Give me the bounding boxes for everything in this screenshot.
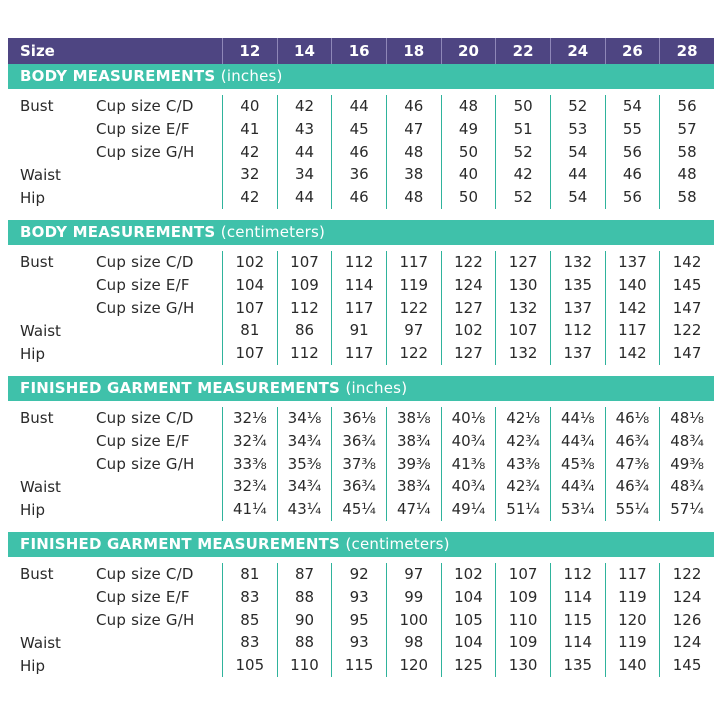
measurement-value: 55: [605, 118, 660, 141]
measurement-value: 44⅛: [550, 407, 605, 430]
measurement-value: 137: [550, 342, 605, 365]
measurement-value: 100: [386, 609, 441, 632]
measurement-value: 42¾: [495, 475, 550, 498]
measurement-value: 90: [277, 609, 332, 632]
measurement-value: 97: [386, 563, 441, 586]
measurement-value: 37⅜: [331, 453, 386, 476]
section-title: FINISHED GARMENT MEASUREMENTS: [20, 378, 341, 397]
measurement-value: 42¾: [495, 430, 550, 453]
measurement-value: 107: [277, 251, 332, 274]
measurement-value: 112: [277, 297, 332, 320]
measurement-value: 105: [222, 654, 277, 677]
measurement-value: 140: [605, 654, 660, 677]
measurement-value: 99: [386, 586, 441, 609]
measurement-value: 104: [441, 586, 496, 609]
measurement-value: 122: [659, 563, 714, 586]
measurement-value: 126: [659, 609, 714, 632]
measurement-value: 41⅜: [441, 453, 496, 476]
measurement-value: 48: [659, 163, 714, 186]
measurement-value: 147: [659, 342, 714, 365]
measurement-value: 45¼: [331, 498, 386, 521]
measurement-value: 46⅛: [605, 407, 660, 430]
measurement-value: 110: [277, 654, 332, 677]
measurement-value: 32: [222, 163, 277, 186]
measurement-value: 50: [495, 95, 550, 118]
measurement-value: 117: [605, 319, 660, 342]
measurement-value: 58: [659, 186, 714, 209]
section-rows: [8, 557, 714, 677]
measurement-value: 109: [495, 586, 550, 609]
measurement-value: 120: [605, 609, 660, 632]
measurement-value: 40¾: [441, 475, 496, 498]
measurement-value: 58: [659, 141, 714, 164]
measurement-value: 127: [441, 342, 496, 365]
row-subcategory: Cup size C/D: [96, 97, 194, 116]
measurement-value: 52: [495, 186, 550, 209]
row-category: Hip: [20, 656, 45, 675]
measurement-value: 102: [441, 563, 496, 586]
measurement-value: 38⅛: [386, 407, 441, 430]
measurement-value: 102: [222, 251, 277, 274]
row-category: Bust: [20, 253, 54, 272]
measurement-value: 114: [331, 274, 386, 297]
measurement-value: 119: [386, 274, 441, 297]
measurement-value: 120: [386, 654, 441, 677]
size-header-cell: 12: [222, 38, 277, 64]
measurement-value: 93: [331, 586, 386, 609]
measurement-value: 35⅜: [277, 453, 332, 476]
row-subcategory: Cup size G/H: [96, 142, 195, 161]
measurement-row: [8, 251, 714, 274]
measurement-value: 122: [386, 297, 441, 320]
measurement-value: 53: [550, 118, 605, 141]
measurement-value: 47: [386, 118, 441, 141]
measurement-value: 122: [386, 342, 441, 365]
measurement-value: 46¾: [605, 475, 660, 498]
measurement-value: 40: [222, 95, 277, 118]
measurement-value: 32¾: [222, 475, 277, 498]
measurement-value: 40: [441, 163, 496, 186]
measurement-value: 127: [495, 251, 550, 274]
measurement-value: 135: [550, 654, 605, 677]
measurement-value: 117: [605, 563, 660, 586]
size-header-label: Size: [20, 42, 55, 60]
measurement-value: 56: [605, 186, 660, 209]
row-category: Bust: [20, 409, 54, 428]
measurement-value: 93: [331, 631, 386, 654]
size-header-cell: 20: [441, 38, 496, 64]
measurement-value: 55¼: [605, 498, 660, 521]
row-category: Hip: [20, 500, 45, 519]
measurement-value: 98: [386, 631, 441, 654]
measurement-value: 115: [331, 654, 386, 677]
size-header-cell: 28: [659, 38, 714, 64]
measurement-value: 92: [331, 563, 386, 586]
measurement-value: 53¼: [550, 498, 605, 521]
measurement-value: 83: [222, 631, 277, 654]
measurement-value: 115: [550, 609, 605, 632]
measurement-row: [8, 118, 714, 141]
section-title-bar: [8, 64, 714, 89]
measurement-value: 107: [222, 297, 277, 320]
section-rows: [8, 401, 714, 521]
section-unit: (centimeters): [220, 222, 326, 241]
section-unit: (inches): [220, 67, 283, 85]
measurement-value: 122: [441, 251, 496, 274]
measurement-value: 119: [605, 631, 660, 654]
row-subcategory: Cup size E/F: [96, 432, 190, 451]
measurement-value: 38: [386, 163, 441, 186]
measurement-value: 54: [605, 95, 660, 118]
section-title: FINISHED GARMENT MEASUREMENTS: [20, 534, 341, 553]
measurement-value: 86: [277, 319, 332, 342]
measurement-value: 54: [550, 141, 605, 164]
measurement-value: 33⅜: [222, 453, 277, 476]
section-rows: [8, 89, 714, 209]
measurement-value: 85: [222, 609, 277, 632]
measurement-value: 117: [331, 297, 386, 320]
measurement-value: 48: [386, 141, 441, 164]
measurement-value: 107: [495, 563, 550, 586]
measurement-row: [8, 430, 714, 453]
measurement-value: 46: [386, 95, 441, 118]
measurement-row: [8, 475, 714, 498]
measurement-value: 117: [386, 251, 441, 274]
measurement-section: [8, 532, 714, 677]
measurement-value: 43¼: [277, 498, 332, 521]
measurement-value: 48¾: [659, 430, 714, 453]
measurement-value: 104: [441, 631, 496, 654]
measurement-value: 45⅜: [550, 453, 605, 476]
measurement-value: 50: [441, 141, 496, 164]
measurement-value: 102: [441, 319, 496, 342]
measurement-section: [8, 64, 714, 209]
measurement-value: 36¾: [331, 430, 386, 453]
measurement-value: 81: [222, 319, 277, 342]
measurement-value: 43⅜: [495, 453, 550, 476]
measurement-value: 91: [331, 319, 386, 342]
row-category: Waist: [20, 633, 61, 652]
size-header-row: [8, 38, 714, 64]
measurement-value: 124: [659, 631, 714, 654]
measurement-value: 41: [222, 118, 277, 141]
measurement-value: 47¼: [386, 498, 441, 521]
measurement-value: 56: [605, 141, 660, 164]
measurement-value: 38¾: [386, 475, 441, 498]
row-category: Waist: [20, 165, 61, 184]
measurement-value: 130: [495, 274, 550, 297]
measurement-value: 105: [441, 609, 496, 632]
section-title: BODY MEASUREMENTS: [20, 222, 216, 241]
measurement-value: 51: [495, 118, 550, 141]
measurement-value: 125: [441, 654, 496, 677]
measurement-value: 109: [277, 274, 332, 297]
measurement-value: 34¾: [277, 430, 332, 453]
measurement-value: 137: [605, 251, 660, 274]
section-title: BODY MEASUREMENTS: [20, 67, 216, 85]
measurement-value: 44¾: [550, 475, 605, 498]
measurement-value: 45: [331, 118, 386, 141]
section-rows: [8, 245, 714, 365]
row-subcategory: Cup size C/D: [96, 253, 194, 272]
measurement-value: 42: [277, 95, 332, 118]
measurement-value: 32¾: [222, 430, 277, 453]
measurement-value: 87: [277, 563, 332, 586]
measurement-value: 40¾: [441, 430, 496, 453]
measurement-value: 46¾: [605, 430, 660, 453]
measurement-row: [8, 274, 714, 297]
row-category: Bust: [20, 97, 54, 116]
measurement-value: 142: [605, 297, 660, 320]
measurement-value: 114: [550, 631, 605, 654]
measurement-row: [8, 586, 714, 609]
measurement-value: 54: [550, 186, 605, 209]
measurement-value: 34⅛: [277, 407, 332, 430]
measurement-value: 88: [277, 586, 332, 609]
measurement-value: 140: [605, 274, 660, 297]
measurement-value: 36¾: [331, 475, 386, 498]
measurement-value: 130: [495, 654, 550, 677]
size-header-cell: 14: [277, 38, 332, 64]
measurement-section: [8, 220, 714, 365]
measurement-value: 124: [441, 274, 496, 297]
measurement-value: 112: [277, 342, 332, 365]
row-subcategory: Cup size G/H: [96, 298, 195, 317]
measurement-value: 145: [659, 274, 714, 297]
measurement-value: 48: [441, 95, 496, 118]
measurement-value: 49⅜: [659, 453, 714, 476]
measurement-value: 132: [495, 342, 550, 365]
measurement-row: [8, 498, 714, 521]
measurement-value: 107: [222, 342, 277, 365]
measurement-row: [8, 342, 714, 365]
measurement-value: 42⅛: [495, 407, 550, 430]
section-title-bar: [8, 376, 714, 401]
measurement-value: 39⅜: [386, 453, 441, 476]
measurement-row: [8, 186, 714, 209]
measurement-value: 122: [659, 319, 714, 342]
measurement-value: 145: [659, 654, 714, 677]
row-subcategory: Cup size C/D: [96, 565, 194, 584]
row-category: Waist: [20, 321, 61, 340]
section-unit: (centimeters): [345, 534, 450, 553]
measurement-value: 40⅛: [441, 407, 496, 430]
measurement-value: 48¾: [659, 475, 714, 498]
measurement-value: 44: [331, 95, 386, 118]
measurement-value: 117: [331, 342, 386, 365]
measurement-value: 114: [550, 586, 605, 609]
row-category: Bust: [20, 565, 54, 584]
measurement-value: 112: [550, 563, 605, 586]
measurement-value: 34: [277, 163, 332, 186]
measurement-value: 38¾: [386, 430, 441, 453]
measurement-value: 142: [605, 342, 660, 365]
measurement-value: 52: [550, 95, 605, 118]
measurement-value: 50: [441, 186, 496, 209]
measurement-row: [8, 453, 714, 476]
measurement-value: 36⅛: [331, 407, 386, 430]
measurement-value: 127: [441, 297, 496, 320]
section-title-bar: [8, 532, 714, 557]
measurement-value: 46: [331, 141, 386, 164]
measurement-value: 52: [495, 141, 550, 164]
measurement-value: 49¼: [441, 498, 496, 521]
measurement-value: 56: [659, 95, 714, 118]
measurement-value: 46: [331, 186, 386, 209]
measurement-value: 112: [550, 319, 605, 342]
measurement-value: 110: [495, 609, 550, 632]
section-title-bar: [8, 220, 714, 245]
measurement-value: 104: [222, 274, 277, 297]
measurement-sections: [8, 64, 714, 677]
measurement-value: 147: [659, 297, 714, 320]
section-unit: (inches): [345, 378, 408, 397]
measurement-row: [8, 609, 714, 632]
measurement-value: 137: [550, 297, 605, 320]
size-header-cell: 16: [331, 38, 386, 64]
measurement-value: 51¼: [495, 498, 550, 521]
measurement-value: 124: [659, 586, 714, 609]
size-header-cell: 18: [386, 38, 441, 64]
measurement-value: 34¾: [277, 475, 332, 498]
measurement-row: [8, 95, 714, 118]
measurement-value: 83: [222, 586, 277, 609]
measurement-value: 57¼: [659, 498, 714, 521]
row-category: Hip: [20, 344, 45, 363]
measurement-row: [8, 407, 714, 430]
row-subcategory: Cup size E/F: [96, 120, 190, 139]
measurement-row: [8, 654, 714, 677]
measurement-row: [8, 563, 714, 586]
row-category: Waist: [20, 477, 61, 496]
size-header-cell: 24: [550, 38, 605, 64]
row-subcategory: Cup size G/H: [96, 454, 195, 473]
size-chart: [8, 38, 714, 688]
measurement-value: 43: [277, 118, 332, 141]
measurement-value: 32⅛: [222, 407, 277, 430]
measurement-value: 44: [277, 141, 332, 164]
size-header-cell: 26: [605, 38, 660, 64]
measurement-value: 135: [550, 274, 605, 297]
measurement-value: 132: [495, 297, 550, 320]
measurement-value: 119: [605, 586, 660, 609]
measurement-value: 36: [331, 163, 386, 186]
row-subcategory: Cup size E/F: [96, 276, 190, 295]
row-subcategory: Cup size E/F: [96, 588, 190, 607]
measurement-section: [8, 376, 714, 521]
measurement-value: 47⅜: [605, 453, 660, 476]
measurement-row: [8, 631, 714, 654]
size-header-cell: 22: [495, 38, 550, 64]
measurement-value: 57: [659, 118, 714, 141]
measurement-value: 44: [550, 163, 605, 186]
measurement-value: 46: [605, 163, 660, 186]
measurement-value: 142: [659, 251, 714, 274]
measurement-row: [8, 319, 714, 342]
measurement-value: 41¼: [222, 498, 277, 521]
row-category: Hip: [20, 188, 45, 207]
measurement-value: 44¾: [550, 430, 605, 453]
measurement-value: 44: [277, 186, 332, 209]
measurement-value: 42: [222, 141, 277, 164]
measurement-value: 88: [277, 631, 332, 654]
measurement-value: 107: [495, 319, 550, 342]
row-subcategory: Cup size C/D: [96, 409, 194, 428]
measurement-row: [8, 163, 714, 186]
measurement-value: 48: [386, 186, 441, 209]
measurement-row: [8, 141, 714, 164]
measurement-value: 112: [331, 251, 386, 274]
measurement-value: 95: [331, 609, 386, 632]
measurement-value: 48⅛: [659, 407, 714, 430]
row-subcategory: Cup size G/H: [96, 610, 195, 629]
measurement-value: 97: [386, 319, 441, 342]
measurement-value: 49: [441, 118, 496, 141]
measurement-value: 109: [495, 631, 550, 654]
measurement-value: 81: [222, 563, 277, 586]
measurement-value: 132: [550, 251, 605, 274]
measurement-value: 42: [495, 163, 550, 186]
measurement-row: [8, 297, 714, 320]
measurement-value: 42: [222, 186, 277, 209]
